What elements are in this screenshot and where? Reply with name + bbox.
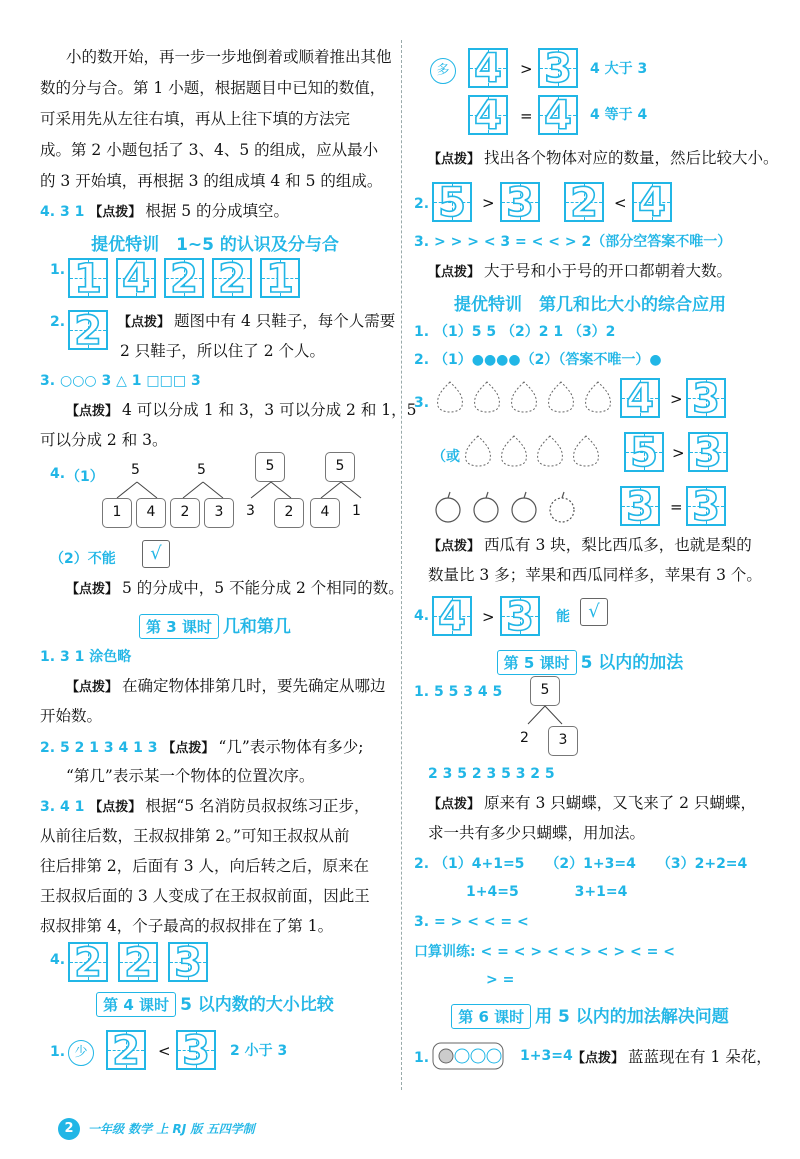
compare-sign: < — [158, 1042, 171, 1060]
tree-top: 5 — [131, 462, 140, 478]
lesson-tag: 第 3 课时 — [139, 614, 219, 639]
tip — [118, 308, 396, 336]
question-number: 2. — [414, 352, 430, 368]
lesson-name: 几和第几 — [222, 617, 291, 637]
tip-text: 根据“5 名消防员叔叔练习正步， — [145, 797, 370, 815]
lesson-tag: 第 6 课时 — [451, 1004, 531, 1029]
tip-label: 【点拨】 — [118, 315, 171, 330]
oral-label: 口算训练: — [414, 944, 476, 960]
lesson-title — [40, 612, 390, 639]
writing-grid: 2 — [118, 942, 158, 982]
answer: 2 小于 3 — [230, 1043, 288, 1059]
question-1 — [40, 643, 390, 670]
question-number: 1. — [50, 262, 66, 278]
question-number: 2. — [414, 196, 430, 212]
tip — [66, 397, 417, 425]
number-box: 1 — [102, 498, 132, 528]
number-box: 4 — [310, 498, 340, 528]
number-box: 5 — [530, 676, 560, 706]
compare-sign: < — [614, 194, 627, 212]
question-2 — [40, 734, 390, 762]
answer-row — [428, 760, 766, 787]
question-number: 3. — [414, 395, 430, 411]
writing-grid: 5 — [432, 182, 472, 222]
question-number: 4. — [40, 204, 56, 220]
question-4 — [40, 198, 390, 226]
question-1 — [414, 678, 766, 705]
answer: 2 3 5 2 3 5 3 2 5 — [428, 766, 555, 782]
number-box: 2 — [170, 498, 200, 528]
number-box: 3 — [204, 498, 234, 528]
writing-grid: 3 — [500, 182, 540, 222]
tip — [428, 145, 779, 173]
writing-grid: 4 — [620, 378, 660, 418]
writing-grid: 4 — [538, 95, 578, 135]
question-number: 1. — [414, 324, 430, 340]
tip-label: 【点拨】 — [162, 741, 215, 756]
tip — [66, 673, 390, 701]
check-box: √ — [580, 598, 608, 626]
writing-grid: 3 — [686, 378, 726, 418]
tree-leaf: 3 — [246, 503, 255, 519]
number-box: 4 — [136, 498, 166, 528]
tree-branch — [316, 480, 366, 500]
tree-leaf: 2 — [520, 730, 529, 746]
answer: 3 1 — [60, 204, 85, 220]
circle-label: 多 — [430, 58, 456, 84]
tip — [428, 790, 766, 818]
tip-text: 开始数。 — [40, 707, 103, 725]
answer: 4 大于 3 — [590, 61, 648, 77]
tree-branch — [178, 480, 228, 500]
tip-text: 叔叔排第 4，个子最高的叔叔排在了第 1。 — [40, 917, 334, 935]
question-number: 3. — [40, 799, 56, 815]
writing-grid: 4 — [116, 258, 156, 298]
tip-label: 【点拨】 — [89, 800, 142, 815]
writing-grid: 2 — [212, 258, 252, 298]
question-2 — [414, 850, 766, 877]
section-title: 提优特训 第几和比大小的综合应用 — [454, 295, 726, 315]
answer: = > < < = < — [434, 914, 529, 930]
answer: 1+3=4 — [520, 1048, 573, 1064]
writing-grid: 4 — [632, 182, 672, 222]
answer: （1）5 5 （2）2 1 （3）2 — [434, 324, 616, 340]
question-number: 4. — [414, 608, 430, 624]
answer: 1+4=5 3+1=4 — [466, 884, 628, 900]
question-number: 1. — [414, 1050, 430, 1066]
writing-grid: 3 — [538, 48, 578, 88]
question-number: 4. — [50, 952, 66, 968]
lesson-title — [414, 648, 766, 675]
writing-grid: 4 — [468, 95, 508, 135]
page-number: 2 — [58, 1118, 80, 1140]
compare-sign: > — [520, 60, 533, 78]
part-label: （1） — [66, 469, 104, 485]
number-box: 2 — [274, 498, 304, 528]
tip-label: 【点拨】 — [428, 797, 481, 812]
answer: < = < > < < > < > < = < — [480, 944, 675, 960]
tip-text: 4 可以分成 1 和 3，3 可以分成 2 和 1，5 — [122, 401, 417, 419]
compare-sign: > — [672, 444, 685, 462]
intro-line: 的 3 开始填，再根据 3 的组成填 4 和 5 的组成。 — [40, 172, 383, 190]
writing-grid: 4 — [468, 48, 508, 88]
writing-grid: 3 — [688, 432, 728, 472]
tip-text: 根据 5 的分成填空。 — [145, 202, 290, 220]
tip-text: 原来有 3 只蝴蝶，又飞来了 2 只蝴蝶， — [484, 794, 756, 812]
question-3 — [414, 908, 766, 935]
tip-text: 在确定物体排第几时，要先确定从哪边 — [122, 677, 386, 695]
tip-label: 【点拨】 — [66, 582, 119, 597]
question-number: 2. — [414, 856, 430, 872]
tip-text: 可以分成 2 和 3。 — [40, 431, 168, 449]
writing-grid: 5 — [624, 432, 664, 472]
check-box: √ — [142, 540, 170, 568]
question-number: 1. — [50, 1044, 66, 1060]
compare-sign: = — [520, 107, 533, 125]
tip — [428, 258, 766, 286]
question-number: 3. — [414, 914, 430, 930]
tip-text: 西瓜有 3 块，梨比西瓜多，也就是梨的 — [484, 536, 752, 554]
pear-illustration — [432, 378, 618, 418]
answer: 4 等于 4 — [590, 107, 648, 123]
question-2 — [414, 346, 766, 373]
answer: > > > < 3 = < < > 2（部分空答案不唯一） — [434, 234, 732, 250]
tip-label: 【点拨】 — [428, 152, 481, 167]
question-number: 2. — [40, 740, 56, 756]
answer-row — [486, 966, 766, 993]
alternative-label: （或 — [432, 449, 460, 465]
intro-line: 成。第 2 小题包括了 3、4、5 的组成，应从最小 — [40, 141, 379, 159]
flower-counters — [432, 1042, 504, 1070]
answer: 能 — [556, 609, 570, 625]
question-1 — [414, 318, 766, 345]
tip-text: 找出各个物体对应的数量，然后比较大小。 — [484, 149, 779, 167]
tip-text: 数量比 3 多；苹果和西瓜同样多，苹果有 3 个。 — [428, 566, 762, 584]
tip-label: 【点拨】 — [66, 680, 119, 695]
lesson-name: 5 以内数的大小比较 — [180, 995, 334, 1015]
answer: > = — [486, 972, 515, 988]
apple-illustration — [432, 488, 592, 528]
lesson-tag: 第 4 课时 — [96, 992, 176, 1017]
question-number: 1. — [40, 649, 56, 665]
writing-grid: 3 — [176, 1030, 216, 1070]
tree-leaf: 1 — [352, 503, 361, 519]
answer-row — [466, 878, 766, 905]
writing-grid: 3 — [500, 596, 540, 636]
answer: 5 2 1 3 4 1 3 — [60, 740, 158, 756]
tip-label: 【点拨】 — [89, 205, 142, 220]
tree-branch — [246, 480, 296, 500]
tip-text: 大于号和小于号的开口都朝着大数。 — [484, 262, 733, 280]
answer: （1）4+1=5 （2）1+3=4 （3）2+2=4 — [434, 856, 748, 872]
answer: （1）●●●●（2）（答案不唯一）● — [434, 352, 662, 368]
oral-practice — [414, 938, 766, 965]
pear-illustration — [462, 432, 622, 472]
writing-grid: 1 — [260, 258, 300, 298]
tip-text: 题图中有 4 只鞋子，每个人需要 — [174, 312, 396, 330]
question-number: 3. — [414, 234, 430, 250]
writing-grid: 2 — [68, 310, 108, 350]
question-number: 1. — [414, 684, 430, 700]
writing-grid: 2 — [564, 182, 604, 222]
tip-label: 【点拨】 — [428, 265, 481, 280]
tip-text: 求一共有多少只蝴蝶，用加法。 — [428, 824, 646, 842]
compare-sign: > — [482, 194, 495, 212]
compare-sign: = — [670, 498, 683, 516]
tip-label: 【点拨】 — [66, 404, 119, 419]
writing-grid: 1 — [68, 258, 108, 298]
question-number: 2. — [50, 314, 66, 330]
tip-text: “几”表示物体有多少; — [218, 738, 364, 756]
writing-grid: 3 — [168, 942, 208, 982]
tip-text: 蓝蓝现在有 1 朵花， — [628, 1048, 772, 1066]
answer: 3 1 涂色略 — [60, 649, 132, 665]
question-number: 3. — [40, 373, 56, 389]
writing-grid: 2 — [68, 942, 108, 982]
question-3 — [40, 793, 390, 821]
tip — [66, 575, 404, 603]
tip-text: 王叔叔后面的 3 人变成了在王叔叔前面，因此王 — [40, 887, 370, 905]
compare-sign: > — [670, 390, 683, 408]
lesson-title — [40, 990, 390, 1017]
number-box: 3 — [548, 726, 578, 756]
lesson-name: 5 以内的加法 — [580, 653, 684, 673]
part-label: （2）不能 — [50, 551, 116, 567]
tip — [572, 1044, 772, 1072]
tree-branch — [112, 480, 162, 500]
writing-grid: 3 — [686, 486, 726, 526]
circle-label: 少 — [68, 1040, 94, 1066]
intro-line: 小的数开始，再一步一步地倒着或顺着推出其他 — [66, 48, 392, 66]
section-title: 提优特训 1~5 的认识及分与合 — [91, 235, 339, 255]
question-3 — [414, 228, 766, 255]
writing-grid: 2 — [164, 258, 204, 298]
number-box: 5 — [325, 452, 355, 482]
tip-text: 2 只鞋子，所以住了 2 个人。 — [120, 342, 326, 360]
footer-text: 一年级 数学 上 RJ 版 五四学制 — [88, 1122, 255, 1136]
tip — [428, 532, 766, 560]
column-divider — [401, 40, 402, 1090]
intro-line: 可采用先从左往右填，再从上往下填的方法完 — [40, 110, 351, 128]
question-number: 4. — [50, 466, 66, 482]
tip-text: 从前往后数，王叔叔排第 2。”可知王叔叔从前 — [40, 827, 350, 845]
tip-text: 往后排第 2，后面有 3 人，向后转之后，原来在 — [40, 857, 370, 875]
tree-top: 5 — [197, 462, 206, 478]
intro-line: 数的分与合。第 1 小题，根据题目中已知的数值， — [40, 79, 386, 97]
writing-grid: 2 — [106, 1030, 146, 1070]
tip-text: “第几”表示某一个物体的位置次序。 — [66, 767, 315, 785]
question-3 — [40, 367, 390, 394]
tree-branch — [520, 704, 570, 726]
answer: 4 1 — [60, 799, 85, 815]
answer: 5 5 3 4 5 — [434, 684, 503, 700]
lesson-title — [414, 1002, 766, 1029]
writing-grid: 4 — [432, 596, 472, 636]
tip-label: 【点拨】 — [572, 1051, 625, 1066]
tip-text: 5 的分成中，5 不能分成 2 个相同的数。 — [122, 579, 404, 597]
lesson-name: 用 5 以内的加法解决问题 — [535, 1007, 729, 1027]
compare-sign: > — [482, 608, 495, 626]
number-box: 5 — [255, 452, 285, 482]
writing-grid: 3 — [620, 486, 660, 526]
lesson-tag: 第 5 课时 — [497, 650, 577, 675]
tip-label: 【点拨】 — [428, 539, 481, 554]
answer: ○○○ 3 △ 1 □□□ 3 — [60, 373, 201, 389]
